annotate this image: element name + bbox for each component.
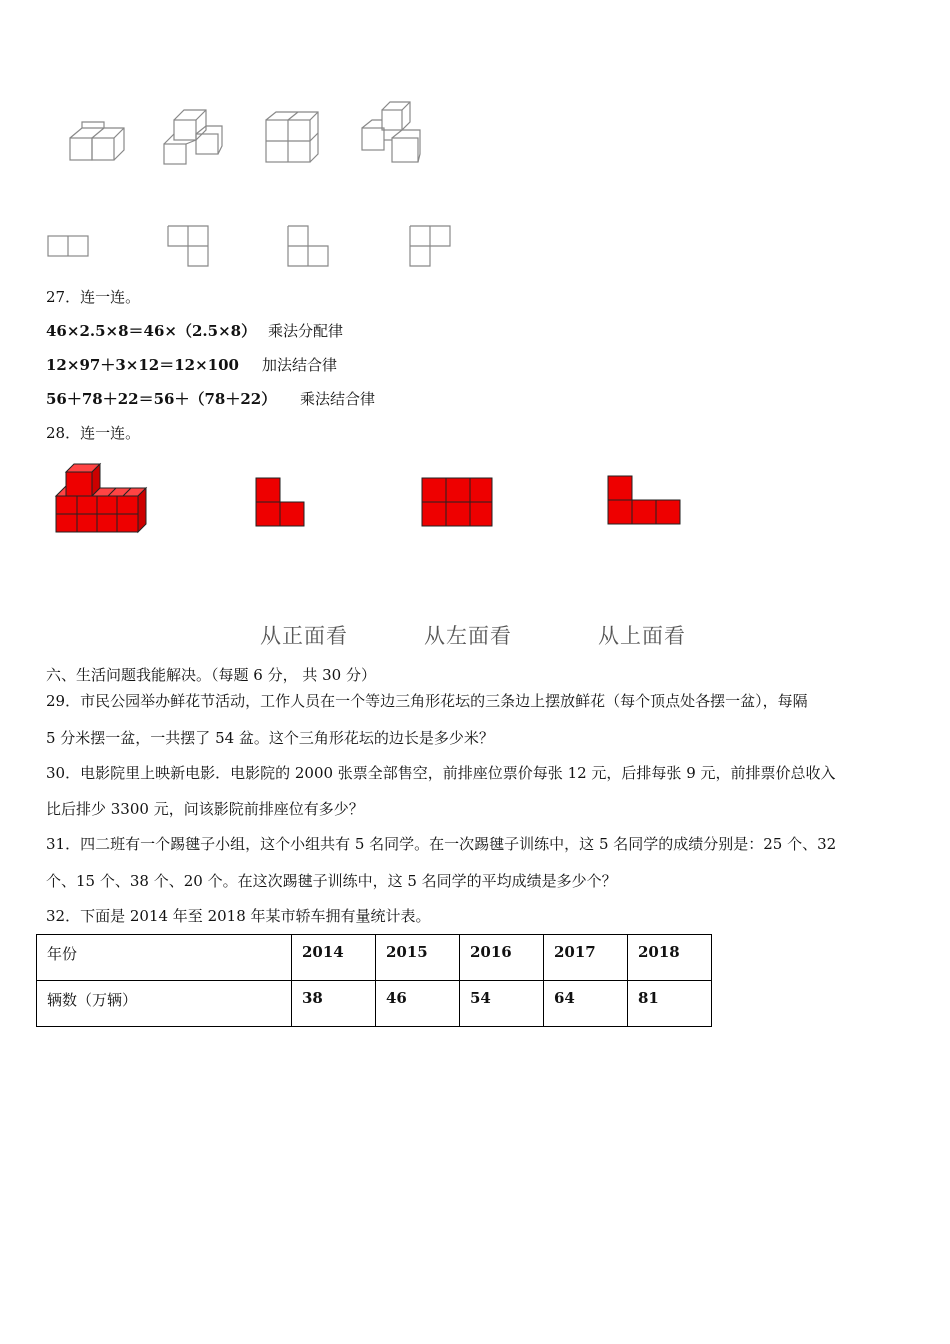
table-value: 54 (460, 981, 544, 1027)
cube-figure-4 (358, 100, 424, 166)
view-shape-4 (406, 224, 454, 270)
red-view-2 (420, 476, 494, 528)
red-view-3 (606, 474, 682, 526)
q27-law-1: 乘法分配律 (268, 322, 344, 340)
view-shape-1 (46, 234, 94, 260)
red-view-1 (254, 476, 306, 528)
table-value: 64 (544, 981, 628, 1027)
table-value: 46 (376, 981, 460, 1027)
q32-title: 32．下面是 2014 年至 2018 年某市轿车拥有量统计表。 (46, 907, 431, 925)
table-value: 38 (292, 981, 376, 1027)
cube-figure-1 (66, 118, 126, 168)
table-year: 2016 (460, 935, 544, 981)
q27-law-2-text: 加法结合律 (262, 356, 338, 374)
table-year: 2017 (544, 935, 628, 981)
view-shape-2 (164, 224, 212, 270)
view-label-left: 从左面看 (424, 624, 512, 648)
q31-line-2: 个、15 个、38 个、20 个。在这次踢毽子训练中，这 5 名同学的平均成绩是多少个？ (46, 872, 617, 890)
table-year: 2015 (376, 935, 460, 981)
table-header-label: 年份 (37, 935, 292, 981)
q27-expr-1: 46×2.5×8＝46×（2.5×8） (46, 322, 257, 340)
view-shape-3 (284, 224, 332, 270)
red-cube-solid (52, 462, 152, 536)
q27-expr-3: 56＋78＋22＝56＋（78＋22） (46, 390, 277, 408)
q31-line-1: 31．四二班有一个踢毽子小组，这个小组共有 5 名同学。在一次踢毽子训练中，这 5 名同学的成绩分别是：25 个、32 (46, 835, 837, 853)
q29-line-1: 29．市民公园举办鲜花节活动，工作人员在一个等边三角形花坛的三条边上摆放鲜花（每个顶点处各摆一盆），每隔 (46, 692, 808, 710)
table-year: 2014 (292, 935, 376, 981)
section-6-heading: 六、生活问题我能解决。（每题 6 分， 共 30 分） (46, 666, 376, 684)
cube-figure-3 (262, 108, 322, 166)
table-row (37, 935, 712, 981)
view-label-top: 从上面看 (598, 624, 686, 648)
q28-title: 28．连一连。 (46, 424, 141, 442)
q30-line-1: 30．电影院里上映新电影．电影院的 2000 张票全部售空，前排座位票价每张 12 元，后排每张 9 元，前排票价总收入 (46, 764, 836, 782)
cube-figure-2 (160, 106, 226, 168)
q27-expr-2: 12×97＋3×12＝12×100 (46, 356, 239, 374)
table-row (37, 981, 712, 1027)
q30-line-2: 比后排少 3300 元，问该影院前排座位有多少？ (46, 800, 364, 818)
view-label-front: 从正面看 (260, 624, 348, 648)
q29-line-2: 5 分米摆一盆，一共摆了 54 盆。这个三角形花坛的边长是多少米？ (46, 729, 494, 747)
q27-title: 27．连一连。 (46, 288, 141, 306)
q27-law-3: 乘法结合律 (300, 390, 376, 408)
table-row-label: 辆数（万辆） (37, 981, 292, 1027)
table-year: 2018 (628, 935, 712, 981)
table-value: 81 (628, 981, 712, 1027)
car-ownership-table (36, 934, 712, 1027)
